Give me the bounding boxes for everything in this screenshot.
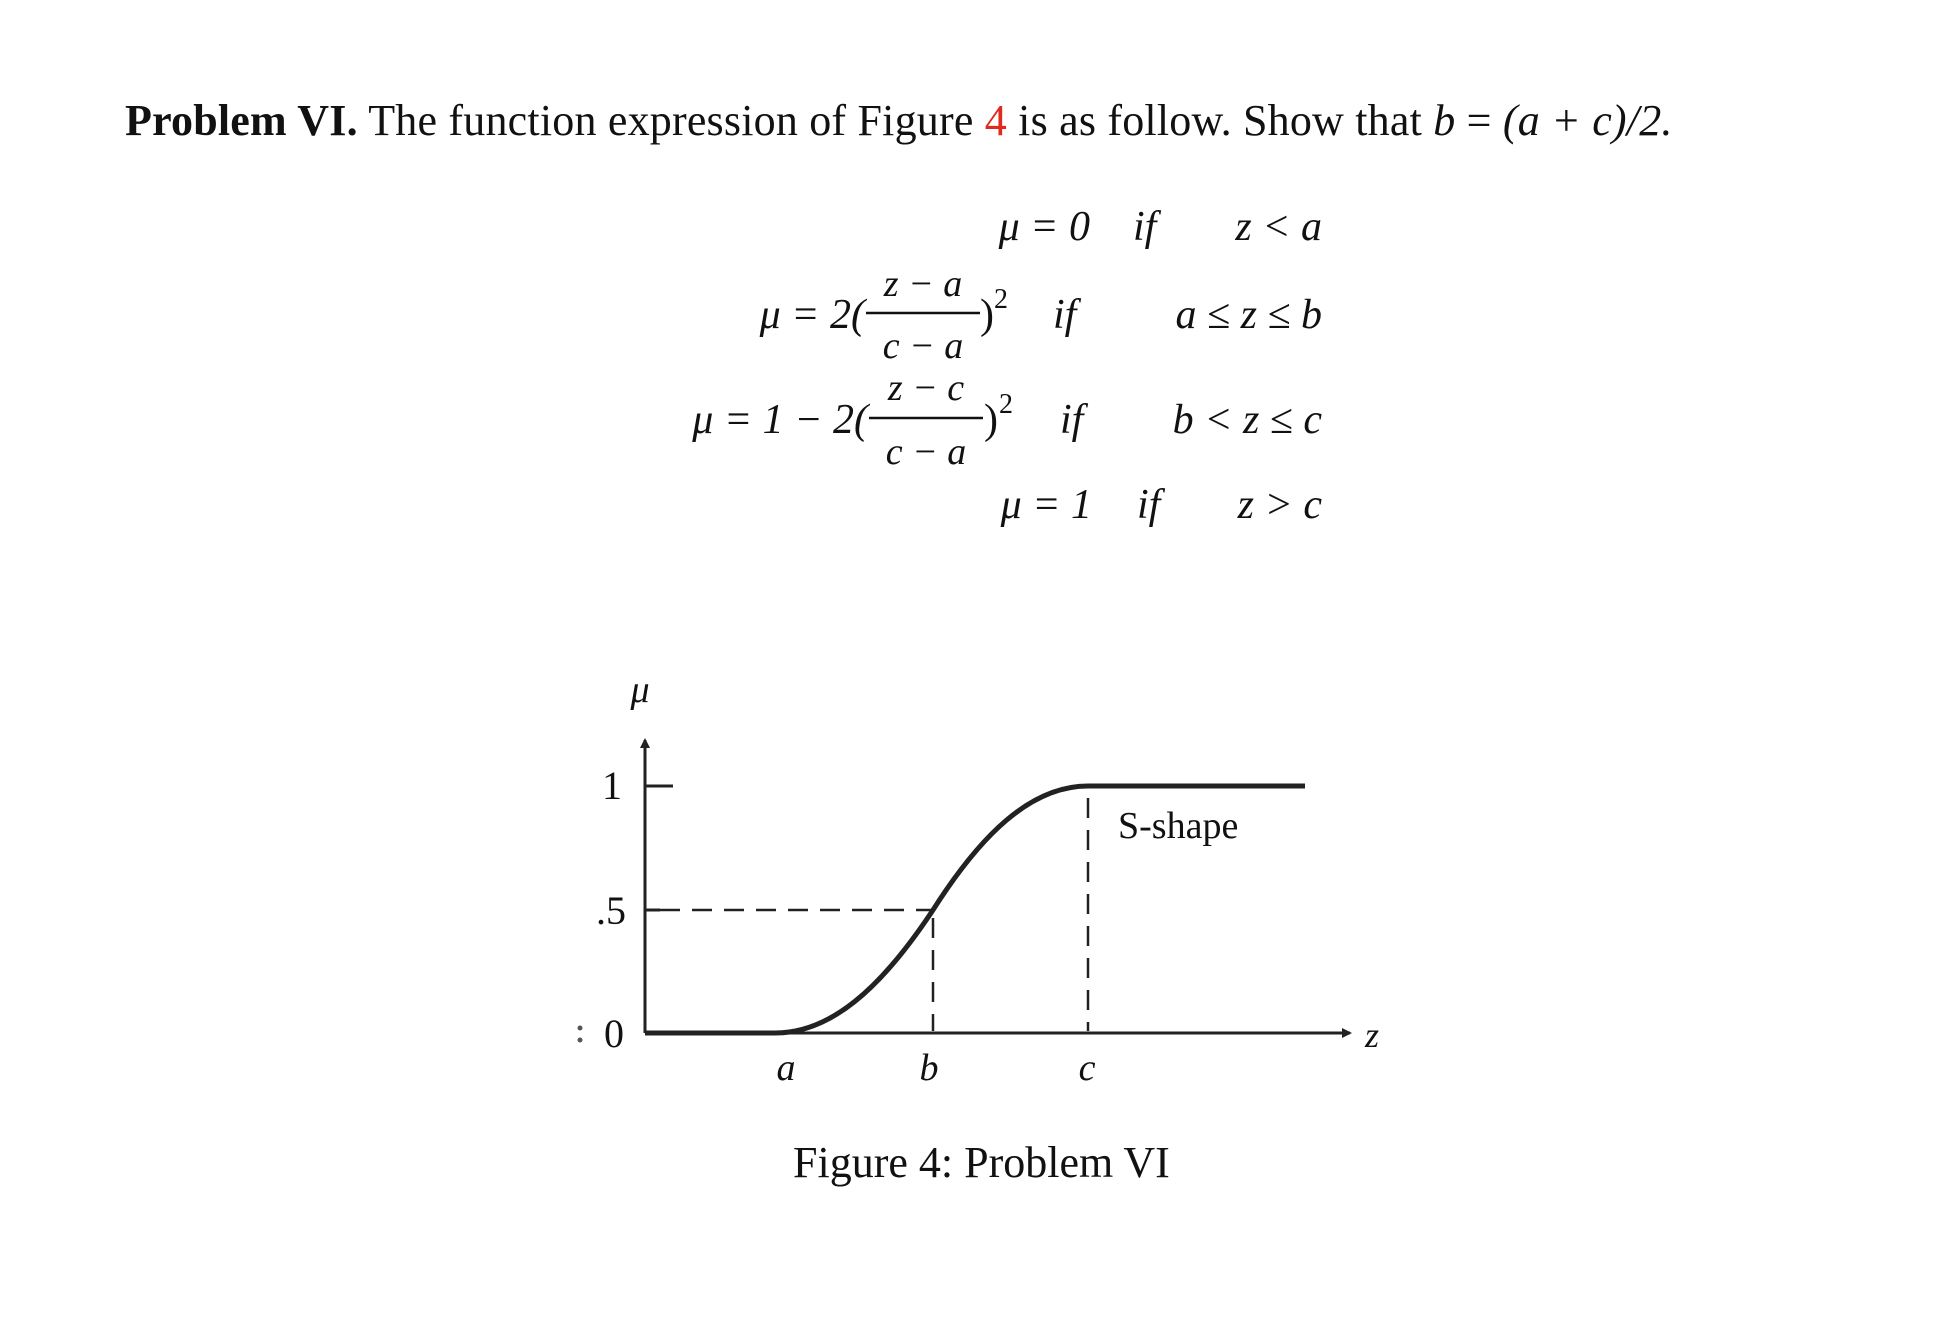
y-tick-label-half: .5 — [596, 888, 626, 933]
formula-eq: = — [1466, 96, 1492, 145]
figure-caption: Figure 4: Problem VI — [793, 1138, 1170, 1187]
y-tick-label-0: 0 — [604, 1011, 624, 1056]
eq1-lhs: μ = 0 — [998, 204, 1090, 250]
eq2-suffix: ) — [980, 292, 994, 338]
x-axis-label: z — [1364, 1015, 1380, 1055]
formula-lhs: b — [1433, 96, 1456, 145]
problem-text-2: is as follow. Show that — [1018, 96, 1423, 145]
y-axis-label: μ — [630, 669, 650, 711]
eq2-condition: a ≤ z ≤ b — [1175, 292, 1322, 338]
eq2-denominator: c − a — [882, 325, 964, 367]
x-tick-label-b: b — [919, 1047, 939, 1089]
x-tick-label-a: a — [776, 1047, 796, 1089]
problem-text-1: The function expression of Figure — [368, 96, 974, 145]
formula-rhs: (a + c)/2. — [1502, 96, 1673, 145]
eq1-if: if — [1133, 204, 1157, 250]
eq3-numerator: z − c — [887, 367, 965, 409]
eq3-power: 2 — [999, 389, 1013, 420]
margin-dot-top — [578, 1026, 583, 1031]
eq3-if: if — [1060, 397, 1084, 443]
eq4-lhs: μ = 1 — [1000, 482, 1092, 528]
margin-dot-bottom — [578, 1038, 583, 1043]
eq3-suffix: ) — [984, 397, 998, 443]
eq3-condition: b < z ≤ c — [1172, 397, 1322, 443]
eq1-condition: z < a — [1235, 204, 1322, 250]
eq3-denominator: c − a — [885, 431, 967, 473]
eq4-condition: z > c — [1237, 482, 1322, 528]
eq2-if: if — [1053, 292, 1077, 338]
eq2-power: 2 — [994, 284, 1008, 315]
figure-reference-link[interactable]: 4 — [984, 96, 1007, 145]
eq2-numerator: z − a — [883, 263, 963, 305]
problem-title: Problem VI. — [125, 96, 358, 145]
x-tick-label-c: c — [1078, 1047, 1096, 1089]
eq2-lhs-prefix: μ = 2( — [759, 292, 865, 338]
eq3-lhs-prefix: μ = 1 − 2( — [692, 397, 868, 443]
curve-label: S-shape — [1118, 805, 1239, 847]
y-tick-label-1: 1 — [602, 763, 622, 808]
eq4-if: if — [1137, 482, 1161, 528]
